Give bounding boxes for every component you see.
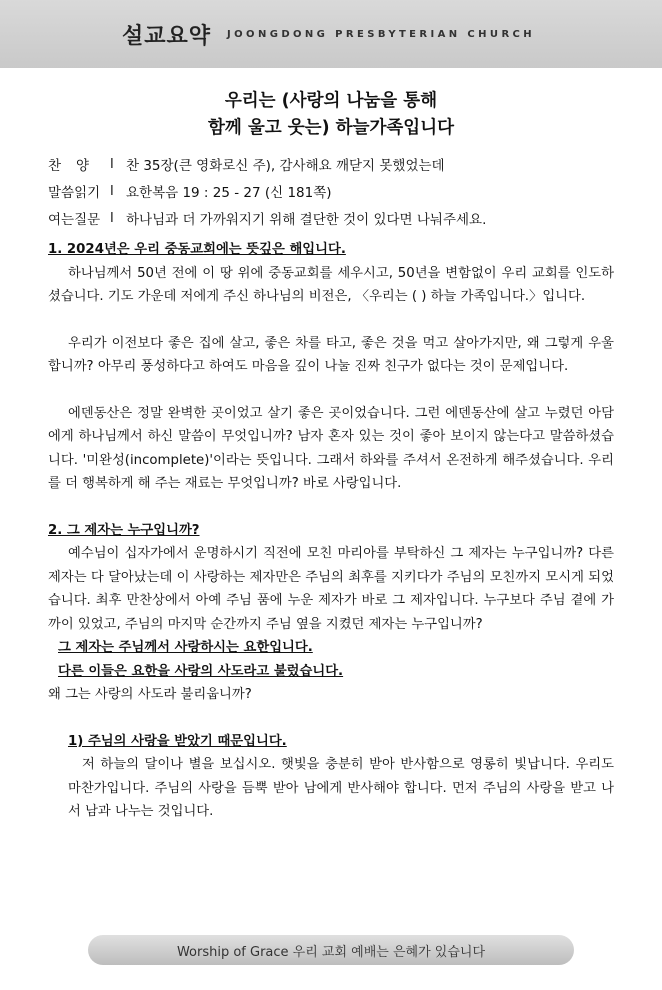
scripture-label: 말씀읽기 bbox=[48, 184, 101, 201]
underlined-answer: 다른 이들은 요한을 사랑의 사도라고 불렀습니다. bbox=[58, 663, 344, 679]
sermon-title bbox=[0, 88, 662, 142]
subsection-heading: 1) 주님의 사랑을 받았기 때문입니다. bbox=[68, 733, 287, 749]
sermon-meta bbox=[48, 150, 638, 231]
underlined-answer: 그 제자는 주님께서 사랑하시는 요한입니다. bbox=[58, 640, 313, 655]
footer-banner bbox=[88, 935, 574, 965]
section1-heading: 1. 2024년은 우리 중동교회에는 뜻깊은 해입니다. bbox=[48, 242, 346, 257]
church-name: JOONGDONG PRESBYTERIAN CHURCH bbox=[227, 28, 536, 40]
section1-paragraph: 우리가 이전보다 좋은 집에 살고, 좋은 차를 타고, 좋은 것을 먹고 살아가지만, 왜 그렇게 우울합니까? 아무리 풍성하다고 하여도 마음을 깊이 나눌 진짜 친구가 없다는 것이 문제입니다. bbox=[48, 335, 614, 374]
section2-question: 왜 그는 사랑의 사도라 불리웁니까? bbox=[48, 687, 252, 702]
subsection-paragraph: 저 하늘의 달이나 별을 보십시오. 햇빛을 충분히 받아 반사함으로 영롱히 빛납니다. 우리도 마찬가입니다. 주님의 사랑을 듬뿍 받아 남에게 반사해야 합니다. 먼저 주님의 사랑을 받고 나서 남과 나누는 것입니다. bbox=[68, 757, 614, 819]
scripture-row bbox=[48, 177, 638, 204]
scripture-value: 요한복음 19 : 25 - 27 (신 181쪽) bbox=[126, 184, 332, 201]
question-label: 여는질문 bbox=[48, 211, 101, 228]
section1-paragraph: 하나님께서 50년 전에 이 땅 위에 중동교회를 세우시고, 50년을 변함없이 우리 교회를 인도하셨습니다. 기도 가운데 저에게 주신 하나님의 비전은, 〈우리는 ( ) 하늘 가족입니다.〉입니다. bbox=[48, 265, 614, 304]
question-value: 하나님과 더 가까워지기 위해 결단한 것이 있다면 나눠주세요. bbox=[126, 211, 487, 228]
sermon-title-line2: 함께 울고 웃는) 하늘가족입니다 bbox=[207, 118, 455, 138]
separator: l bbox=[110, 209, 114, 226]
section2-paragraph: 예수님이 십자가에서 운명하시기 직전에 모친 마리아를 부탁하신 그 제자는 누구입니까? 다른 제자는 다 달아났는데 이 사랑하는 제자만은 주님의 최후를 지키다가 주님의 모친까지 모시게 되었습니다. 최후 만찬상에서 아예 주님 품에 누운 제자가 바로 그 제자입니다. 누구보다 주님 곁에 가까이 있었고, 주님의 마지막 순간까지 주님 옆을 지켰던 제자는 누구입니까? bbox=[48, 546, 614, 632]
header-title: 설교요약 bbox=[122, 23, 212, 49]
hymn-label: 찬양 bbox=[48, 157, 105, 174]
question-row bbox=[48, 204, 638, 231]
sermon-body bbox=[48, 238, 614, 824]
separator: l bbox=[110, 182, 114, 199]
header-banner bbox=[0, 0, 662, 68]
sermon-title-line1: 우리는 (사랑의 나눔을 통해 bbox=[224, 91, 438, 111]
hymn-value: 찬 35장(큰 영화로신 주), 감사해요 깨닫지 못했었는데 bbox=[126, 157, 445, 174]
hymn-row bbox=[48, 150, 638, 177]
section1-paragraph: 에덴동산은 정말 완벽한 곳이었고 살기 좋은 곳이었습니다. 그런 에덴동산에 살고 누렸던 아담에게 하나님께서 하신 말씀이 무엇입니까? 남자 혼자 있는 것이 좋아 보이지 않는다고 말씀하셨습니다. '미완성(incomplete)'이라는 뜻입니다. 그래서 하와를 주셔서 온전하게 해주셨습니다. 우리를 더 행복하게 해 주는 재료는 무엇입니까? 바로 사랑입니다. bbox=[48, 405, 614, 491]
footer-text: Worship of Grace 우리 교회 예배는 은혜가 있습니다 bbox=[176, 944, 486, 960]
separator: l bbox=[110, 155, 114, 172]
section2-heading: 2. 그 제자는 누구입니까? bbox=[48, 522, 200, 538]
